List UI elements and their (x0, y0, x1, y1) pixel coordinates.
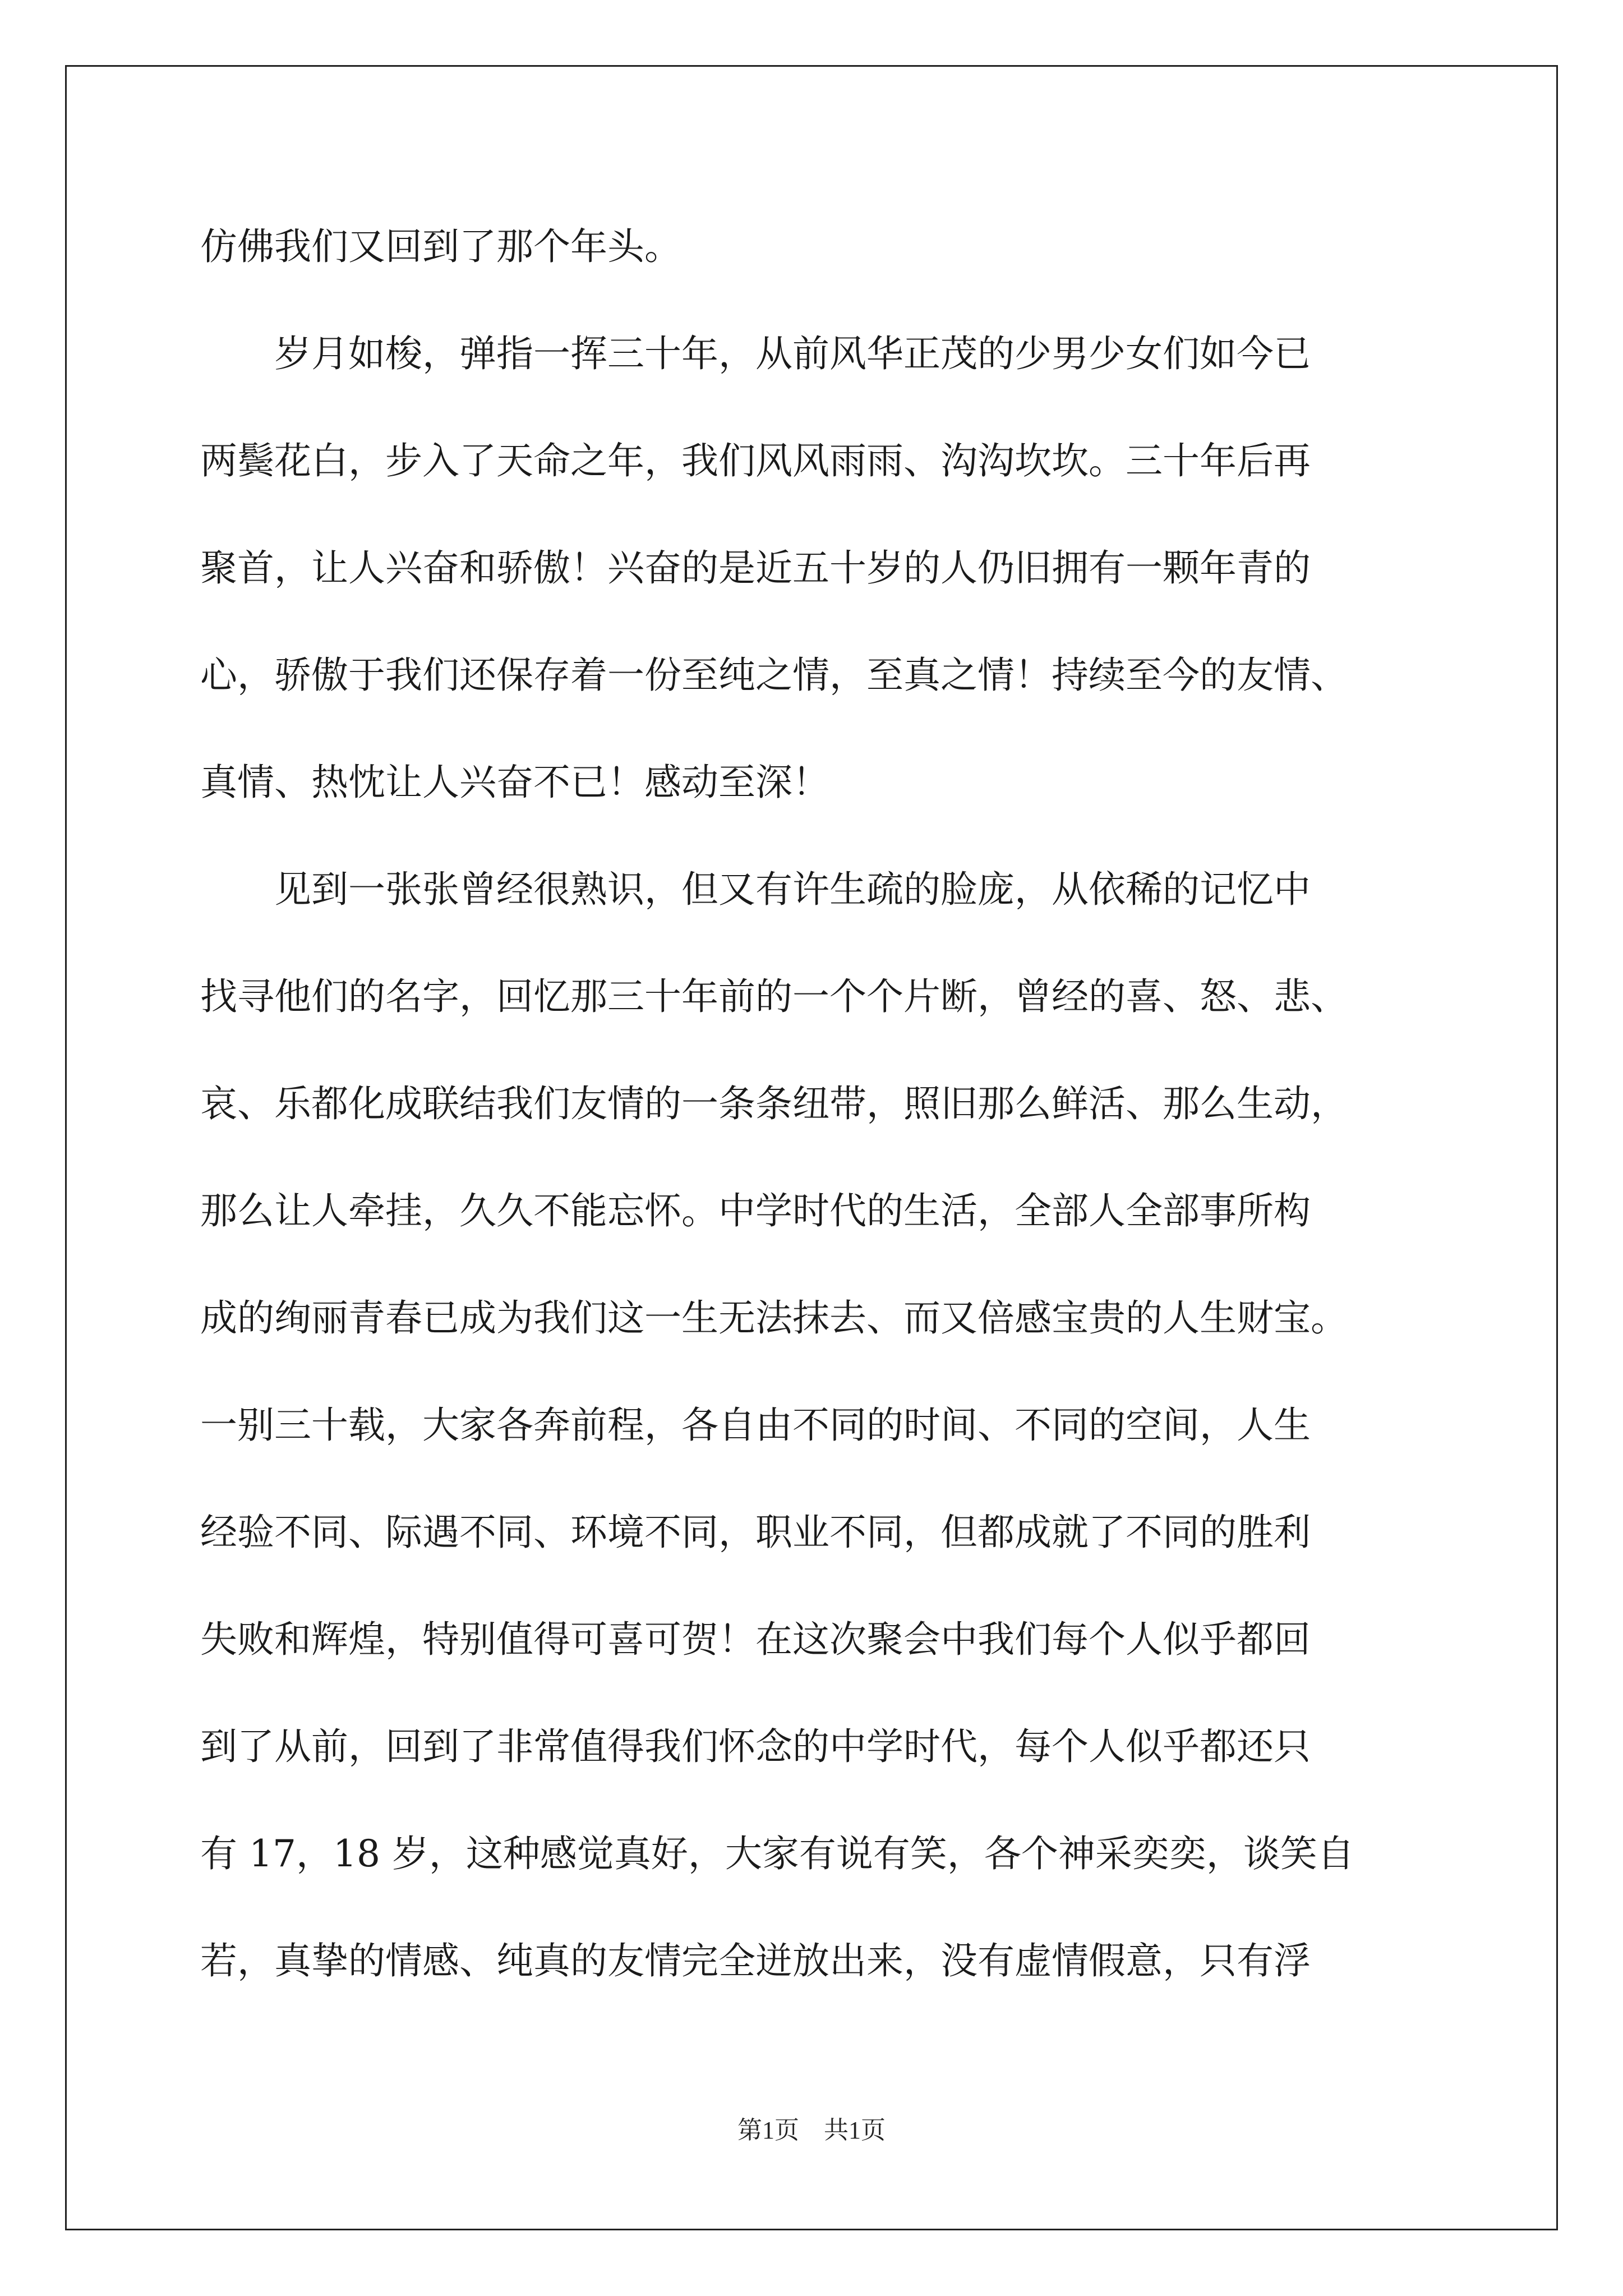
paragraph-start-line: 岁月如梭，弹指一挥三十年，从前风华正茂的少男少女们如今已 (274, 332, 1311, 375)
text-line: 失败和辉煌，特别值得可喜可贺！在这次聚会中我们每个人似乎都回 (200, 1618, 1311, 1661)
text-line: 聚首，让人兴奋和骄傲！兴奋的是近五十岁的人仍旧拥有一颗年青的 (200, 546, 1311, 590)
text-line: 真情、热忱让人兴奋不已！感动至深！ (200, 761, 829, 804)
text-line: 一别三十载，大家各奔前程，各自由不同的时间、不同的空间，人生 (200, 1404, 1311, 1447)
text-line: 心，骄傲于我们还保存着一份至纯之情，至真之情！持续至今的友情、 (200, 654, 1348, 697)
text-line: 经验不同、际遇不同、环境不同，职业不同，但都成就了不同的胜利 (200, 1511, 1311, 1554)
text-line: 哀、乐都化成联结我们友情的一条条纽带，照旧那么鲜活、那么生动， (200, 1082, 1348, 1125)
paragraph-start-line: 见到一张张曾经很熟识，但又有许生疏的脸庞，从依稀的记忆中 (274, 868, 1311, 911)
text-line: 找寻他们的名字，回忆那三十年前的一个个片断，曾经的喜、怒、悲、 (200, 975, 1348, 1018)
text-line: 有 17，18 岁，这种感觉真好，大家有说有笑，各个神采奕奕，谈笑自 (200, 1832, 1354, 1875)
text-line: 成的绚丽青春已成为我们这一生无法抹去、而又倍感宝贵的人生财宝。 (200, 1296, 1348, 1340)
page-number-footer: 第1页 共1页 (737, 2116, 886, 2144)
text-line: 仿佛我们又回到了那个年头。 (200, 225, 681, 268)
text-line: 到了从前，回到了非常值得我们怀念的中学时代，每个人似乎都还只 (200, 1725, 1311, 1768)
text-line: 那么让人牵挂，久久不能忘怀。中学时代的生活，全部人全部事所构 (200, 1189, 1311, 1232)
text-line: 若，真挚的情感、纯真的友情完全迸放出来，没有虚情假意，只有浮 (200, 1939, 1311, 1982)
page-border (65, 65, 1558, 2230)
text-line: 两鬓花白，步入了天命之年，我们风风雨雨、沟沟坎坎。三十年后再 (200, 439, 1311, 482)
